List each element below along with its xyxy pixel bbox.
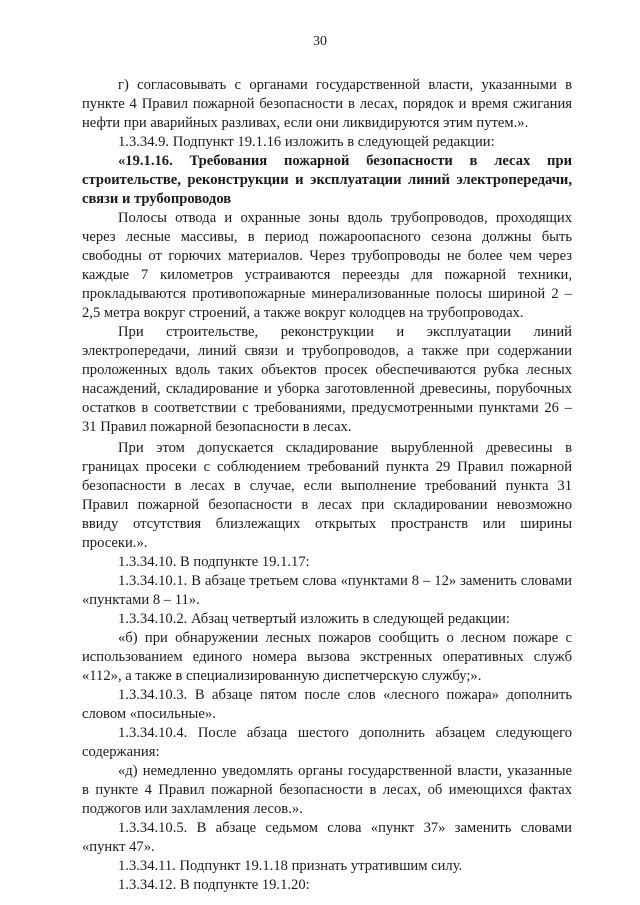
paragraph-subclause-d: «д) немедленно уведомлять органы государственной власти, указанные в пункте 4 Правил пожарной безопасности в лесах, об имеющихся фактах поджогов или захламления лесов.». — [82, 763, 572, 817]
section-heading-19-1-16: «19.1.16. Требования пожарной безопасности в лесах при строительстве, реконструкции и эксплуатации линий электропередачи, связи и трубопроводов — [82, 153, 572, 207]
paragraph-pipelines: Полосы отвода и охранные зоны вдоль трубопроводов, проходящих через лесные массивы, в период пожароопасного сезона должны быть свободны от горючих материалов. Через трубопроводы не более чем через каждые 7 километров устраиваются переезды для пожарной техники, прокладываются противопожарные минерализованные полосы шириной 2 – 2,5 метра вокруг строений, а также вокруг колодцев на трубопроводах. — [82, 210, 572, 321]
paragraph-1-3-34-10-3: 1.3.34.10.3. В абзаце пятом после слов «лесного пожара» дополнить словом «посильные». — [82, 687, 572, 722]
paragraph-1-3-34-12: 1.3.34.12. В подпункте 19.1.20: — [118, 877, 310, 893]
paragraph-1-3-34-10-4: 1.3.34.10.4. После абзаца шестого дополнить абзацем следующего содержания: — [82, 725, 572, 760]
paragraph-subclause-b: «б) при обнаружении лесных пожаров сообщить о лесном пожаре с использованием единого номера вызова экстренных оперативных служб «112», а также в специализированную диспетчерскую службу;». — [82, 630, 572, 684]
paragraph-construction: При строительстве, реконструкции и эксплуатации линий электропередачи, линий связи и трубопроводов, а также при содержании проложенных вдоль таких объектов просек обеспечиваются рубка лесных насаждений, складирование и уборка заготовленной древесины, порубочных остатков в соответствии с требованиями, предусмотренными пунктами 26 – 31 Правил пожарной безопасности в лесах. — [82, 324, 572, 435]
paragraph-1-3-34-11: 1.3.34.11. Подпункт 19.1.18 признать утратившим силу. — [118, 858, 463, 874]
paragraph-subclause-g: г) согласовывать с органами государственной власти, указанными в пункте 4 Правил пожарной безопасности в лесах, порядок и время сжигания нефти при аварийных разливах, если они ликвидируются этим путем.». — [82, 77, 572, 131]
document-body — [82, 76, 572, 895]
paragraph-1-3-34-10-1: 1.3.34.10.1. В абзаце третьем слова «пунктами 8 – 12» заменить словами «пунктами 8 – 11». — [82, 573, 572, 608]
paragraph-1-3-34-10: 1.3.34.10. В подпункте 19.1.17: — [118, 554, 310, 570]
paragraph-1-3-34-10-2: 1.3.34.10.2. Абзац четвертый изложить в следующей редакции: — [118, 611, 510, 627]
page-number: 30 — [313, 34, 327, 49]
paragraph-storage: При этом допускается складирование вырубленной древесины в границах просеки с соблюдением требований пункта 29 Правил пожарной безопасности в лесах в случае, если выполнение требований пункта 31 Правил пожарной безопасности в лесах при складировании невозможно ввиду отсутствия близлежащих открытых пространств или ширины просеки.». — [82, 440, 572, 551]
paragraph-1-3-34-10-5: 1.3.34.10.5. В абзаце седьмом слова «пункт 37» заменить словами «пункт 47». — [82, 820, 572, 855]
paragraph-1-3-34-9: 1.3.34.9. Подпункт 19.1.16 изложить в следующей редакции: — [118, 134, 495, 150]
